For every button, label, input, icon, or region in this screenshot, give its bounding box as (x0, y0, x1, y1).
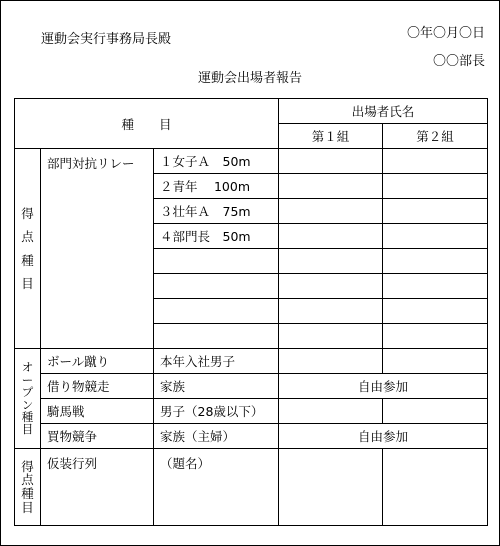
open-label-char: 目 (21, 422, 34, 437)
open-label-char: オ (21, 360, 34, 375)
open-event-category: 男子（28歳以下） (154, 399, 279, 424)
open-event-name: ボール蹴り (41, 349, 154, 374)
relay-leg-group2-cell[interactable] (383, 224, 488, 249)
costume-group2-cell[interactable] (383, 449, 488, 526)
empty-cell[interactable] (383, 249, 488, 274)
addressee: 運動会実行事務局長殿 (41, 32, 172, 47)
open-event-group1-cell[interactable] (279, 399, 383, 424)
relay-leg-group2-cell[interactable] (383, 174, 488, 199)
open-label-char: プ (21, 385, 34, 400)
open-event-name: 買物競争 (41, 424, 154, 449)
empty-cell[interactable] (279, 249, 383, 274)
scored-label-char: 得 (21, 458, 34, 474)
open-event-name: 借り物競走 (41, 374, 154, 399)
scored-label-char: 点 (21, 472, 34, 488)
empty-cell[interactable] (154, 274, 279, 299)
scored-label-char: 目 (21, 275, 34, 291)
relay-leg-group2-cell[interactable] (383, 199, 488, 224)
empty-cell[interactable] (383, 299, 488, 324)
empty-cell[interactable] (154, 299, 279, 324)
open-label-char: ー (21, 372, 34, 387)
group1-header: 第１組 (279, 124, 383, 149)
relay-leg-group1-cell[interactable] (279, 149, 383, 174)
costume-group1-cell[interactable] (279, 449, 383, 526)
event-header: 種 目 (15, 99, 279, 149)
open-label-char: 種 (21, 409, 34, 424)
open-event-note: 自由参加 (279, 424, 488, 449)
open-event-name: 騎馬戦 (41, 399, 154, 424)
empty-cell[interactable] (279, 274, 383, 299)
open-event-group2-cell[interactable] (383, 349, 488, 374)
relay-leg-group2-cell[interactable] (383, 149, 488, 174)
open-event-category: 家族 (154, 374, 279, 399)
relay-leg-group1-cell[interactable] (279, 199, 383, 224)
costume-event-name: 仮装行列 (41, 449, 154, 526)
scored-label-char: 点 (21, 229, 34, 245)
participants-header: 出場者氏名 (279, 99, 488, 124)
open-events-label (15, 349, 41, 449)
open-event-group2-cell[interactable] (383, 399, 488, 424)
sender: 〇〇部長 (432, 54, 485, 69)
form-title: 運動会出場者報告 (197, 71, 302, 86)
costume-event-category: （題名） (154, 449, 279, 526)
relay-leg-group1-cell[interactable] (279, 224, 383, 249)
report-date: 〇年〇月〇日 (406, 26, 485, 41)
group2-header: 第２組 (383, 124, 488, 149)
participant-table (14, 98, 488, 526)
relay-name: 部門対抗リレー (41, 149, 154, 349)
empty-cell[interactable] (279, 324, 383, 349)
scored-label-char: 種 (21, 252, 34, 268)
open-event-category: 家族（主婦） (154, 424, 279, 449)
scored-label-char: 目 (21, 499, 34, 515)
empty-cell[interactable] (383, 274, 488, 299)
open-event-group1-cell[interactable] (279, 349, 383, 374)
relay-leg-group1-cell[interactable] (279, 174, 383, 199)
scored-label-char: 種 (21, 486, 34, 501)
relay-leg: ２青年 100m (154, 174, 279, 199)
relay-leg: ３壮年Ａ 75m (154, 199, 279, 224)
empty-cell[interactable] (154, 324, 279, 349)
empty-cell[interactable] (279, 299, 383, 324)
relay-leg: １女子Ａ 50m (154, 149, 279, 174)
scored-events-label (15, 149, 41, 349)
scored-label-char: 得 (21, 206, 34, 222)
empty-cell[interactable] (383, 324, 488, 349)
open-event-note: 自由参加 (279, 374, 488, 399)
open-event-category: 本年入社男子 (154, 349, 279, 374)
relay-leg: ４部門長 50m (154, 224, 279, 249)
scored-events-label-2 (15, 449, 41, 526)
empty-cell[interactable] (154, 249, 279, 274)
open-label-char: ン (21, 397, 34, 412)
